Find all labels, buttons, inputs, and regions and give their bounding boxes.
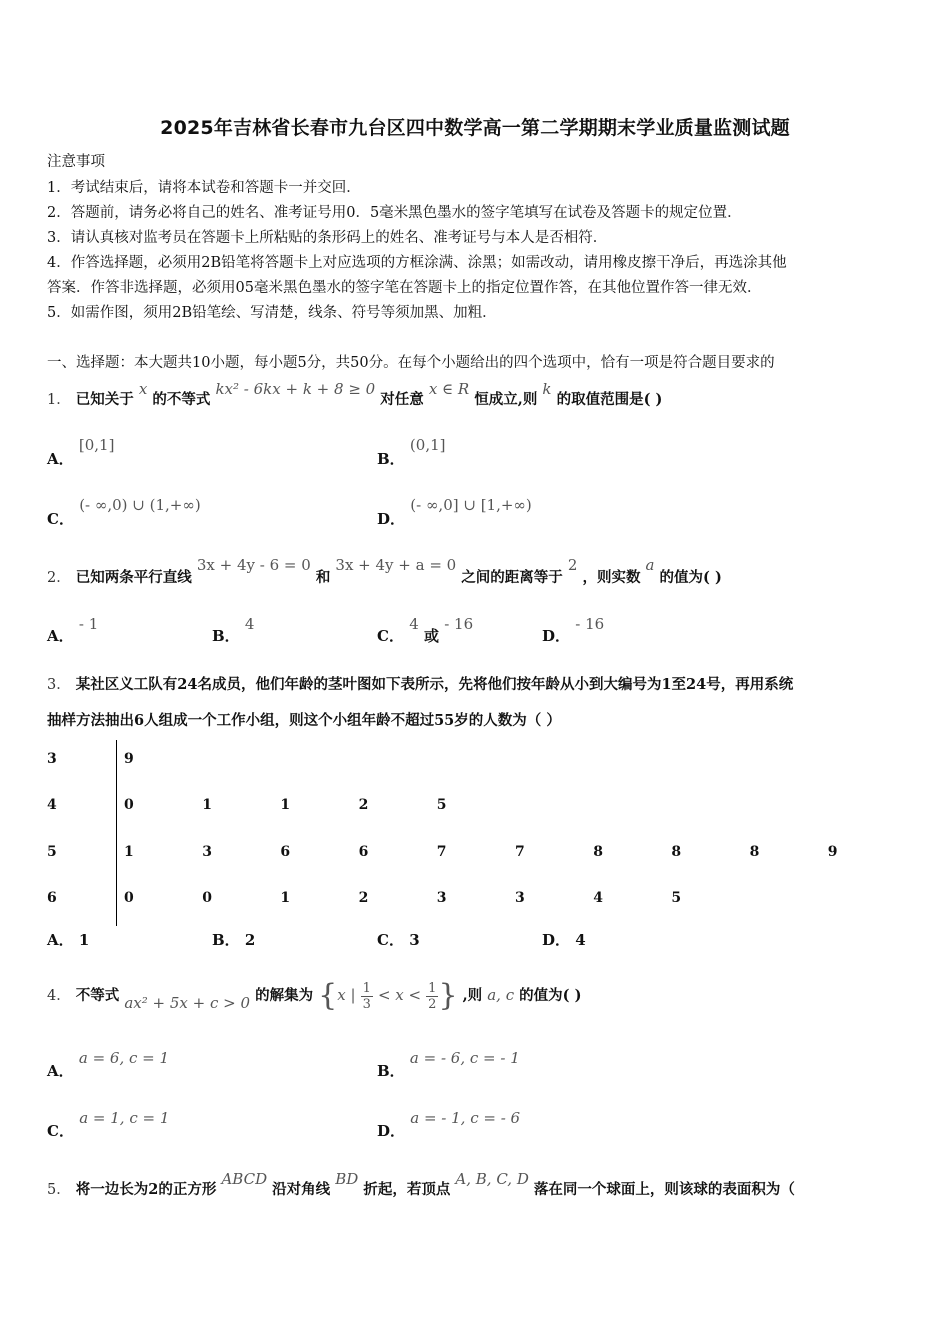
leaf-value: 8 [749, 844, 760, 860]
leaf-value: 6 [280, 844, 291, 860]
leaf-value: 1 [202, 797, 212, 813]
q1-option-d [377, 496, 532, 529]
q5-text-1: 将一边长为2的正方形 [75, 1181, 217, 1198]
option-label: B． [212, 627, 240, 645]
option-label: D． [377, 510, 406, 528]
q4-option-d [377, 1109, 521, 1141]
q1-text-1: 已知关于 [75, 391, 134, 408]
option-label: C． [377, 627, 404, 645]
q4-math-1: ax² + 5x + c > 0 [124, 994, 251, 1012]
option-value: a = 1, c = 1 [79, 1109, 170, 1127]
q3-option-a [47, 929, 89, 950]
q3-line-1: 某社区义工队有24名成员，他们年龄的茎叶图如下表所示，先将他们按年龄从小到大编号为1至24号，再用系统 [75, 676, 794, 693]
fraction-one-third [361, 981, 373, 1012]
option-value: - 16 [575, 615, 605, 633]
question-number: 3． [47, 677, 71, 693]
q1-math-2: kx² - 6kx + k + 8 ≥ 0 [215, 380, 376, 398]
stem-value: 3 [47, 751, 57, 767]
q2-text-4: ，则实数 [582, 569, 641, 586]
leaf-value: 4 [593, 890, 603, 906]
option-value-2: - 16 [444, 615, 474, 633]
note-item: 4．作答选择题，必须用2B铅笔将答题卡上对应选项的方框涂满、涂黑；如需改动，请用橡皮擦干净后，再选涂其他 [47, 255, 787, 271]
set-var: x | [337, 986, 356, 1004]
q1-math-3: x ∈ R [428, 380, 470, 398]
fraction-numerator: 1 [428, 980, 437, 996]
q1-option-c [47, 496, 201, 529]
option-label: A． [47, 1062, 74, 1080]
q4-text-2: 的解集为 [255, 987, 314, 1004]
page-title: 2025年吉林省长春市九台区四中数学高一第二学期期末学业质量监测试题 [160, 117, 790, 139]
q1-option-b [377, 436, 446, 469]
q2-option-b [212, 615, 255, 646]
leaf-value: 9 [124, 751, 134, 767]
option-label: A． [47, 450, 74, 468]
q4-option-a [47, 1049, 170, 1081]
option-value: 4 [244, 615, 255, 633]
option-label: D． [542, 627, 571, 645]
option-label: D． [542, 931, 571, 949]
fraction-denominator: 2 [428, 996, 437, 1012]
left-brace-icon: { [318, 978, 338, 1013]
q2-text-5: 的值为( ) [659, 569, 722, 586]
q4-text-3: ,则 [462, 987, 483, 1004]
note-item: 3．请认真核对监考员在答题卡上所粘贴的条形码上的姓名、准考证号与本人是否相符． [47, 230, 608, 246]
option-value: 4 [575, 931, 586, 949]
q1-math-1: x [138, 380, 148, 398]
fraction-numerator: 1 [362, 980, 371, 996]
option-conjunction: 或 [423, 627, 439, 645]
q3-option-c [377, 929, 420, 950]
q3-option-d [542, 929, 586, 950]
leaf-value: 5 [671, 890, 682, 906]
right-brace-icon: } [438, 978, 458, 1013]
leaf-value: 0 [124, 797, 134, 813]
question-number: 5． [47, 1182, 71, 1198]
q2-text-3: 之间的距离等于 [461, 569, 563, 586]
option-label: A． [47, 931, 74, 949]
leaf-value: 3 [515, 890, 525, 906]
option-value: 4 [409, 615, 419, 633]
option-value: a = - 1, c = - 6 [410, 1109, 521, 1127]
notes-heading: 注意事项 [47, 154, 105, 170]
question-3 [47, 673, 793, 694]
option-value: 2 [244, 931, 256, 949]
q2-option-a [47, 615, 99, 646]
leaf-value: 2 [358, 797, 369, 813]
option-value: a = - 6, c = - 1 [409, 1049, 520, 1067]
q2-math-2: 3x + 4y + a = 0 [335, 556, 457, 574]
question-1 [47, 380, 663, 409]
option-value: 1 [78, 931, 90, 949]
option-value: [0,1] [78, 436, 115, 454]
note-item: 5．如需作图，须用2B铅笔绘、写清楚，线条、符号等须加黑、加粗． [47, 305, 497, 321]
section-heading: 一、选择题：本大题共10小题，每小题5分，共50分。在每个小题给出的四个选项中，恰有一项是符合题目要求的 [47, 355, 775, 371]
option-value: (- ∞,0) ∪ (1,+∞) [79, 496, 201, 514]
q2-text-1: 已知两条平行直线 [75, 569, 192, 586]
leaf-value: 8 [671, 844, 682, 860]
option-label: A． [47, 627, 74, 645]
option-label: B． [377, 450, 405, 468]
stem-leaf-divider [116, 740, 117, 926]
q4-math-3: a, c [487, 986, 515, 1004]
stem-value: 6 [47, 890, 57, 906]
inequality: < x < [377, 986, 422, 1004]
option-label: B． [377, 1062, 405, 1080]
q2-math-3: 2 [567, 556, 578, 574]
option-label: D． [377, 1122, 406, 1140]
stem-value: 5 [47, 844, 57, 860]
option-label: C． [47, 1122, 74, 1140]
leaf-value: 1 [280, 890, 291, 906]
q2-text-2: 和 [315, 569, 331, 586]
leaf-value: 5 [436, 797, 447, 813]
q4-text-4: 的值为( ) [519, 987, 582, 1004]
q5-text-4: 落在同一个球面上，则该球的表面积为（ [533, 1181, 795, 1198]
note-item: 2．答题前，请务必将自己的姓名、准考证号用0．5毫米黑色墨水的签字笔填写在试卷及答题卡的规定位置． [47, 205, 742, 221]
leaf-value: 3 [202, 844, 212, 860]
question-5 [47, 1170, 795, 1199]
leaf-value: 2 [358, 890, 369, 906]
q1-text-2: 的不等式 [152, 391, 211, 408]
option-label: C． [377, 931, 404, 949]
leaf-value: 1 [280, 797, 291, 813]
leaf-value: 9 [827, 844, 838, 860]
option-value: a = 6, c = 1 [78, 1049, 170, 1067]
q1-text-5: 的取值范围是( ) [556, 391, 663, 408]
q5-text-3: 折起，若顶点 [363, 1181, 451, 1198]
leaf-value: 3 [436, 890, 447, 906]
option-label: B． [212, 931, 240, 949]
leaf-value: 0 [124, 890, 134, 906]
fraction-one-half [426, 981, 438, 1012]
q1-math-4: k [542, 380, 552, 398]
q2-option-d [542, 615, 605, 646]
q5-math-2: BD [335, 1170, 359, 1188]
q3-option-b [212, 929, 255, 950]
q2-math-1: 3x + 4y - 6 = 0 [196, 556, 311, 574]
q4-option-b [377, 1049, 520, 1081]
fraction-denominator: 3 [362, 996, 371, 1012]
q5-math-1: ABCD [221, 1170, 268, 1188]
q1-text-3: 对任意 [380, 391, 424, 408]
leaf-value: 0 [202, 890, 212, 906]
option-value: - 1 [78, 615, 99, 633]
option-label: C． [47, 510, 74, 528]
leaf-value: 7 [515, 844, 525, 860]
leaf-value: 8 [593, 844, 603, 860]
q1-option-a [47, 436, 115, 469]
note-item: 答案．作答非选择题，必须用05毫米黑色墨水的签字笔在答题卡上的指定位置作答，在其他位置作答一律无效． [47, 280, 762, 296]
leaf-value: 6 [358, 844, 369, 860]
question-number: 2． [47, 570, 71, 586]
leaf-value: 1 [124, 844, 134, 860]
option-value: (0,1] [409, 436, 446, 454]
q5-math-3: A, B, C, D [455, 1170, 529, 1188]
note-item: 1．考试结束后，请将本试卷和答题卡一并交回． [47, 180, 361, 196]
question-4 [47, 970, 581, 1021]
q1-text-4: 恒成立,则 [474, 391, 538, 408]
leaf-value: 7 [436, 844, 447, 860]
q3-line-2: 抽样方法抽出6人组成一个工作小组，则这个小组年龄不超过55岁的人数为（ ） [47, 712, 561, 729]
q4-text-1: 不等式 [75, 987, 120, 1004]
q5-text-2: 沿对角线 [272, 1181, 331, 1198]
question-2 [47, 556, 722, 587]
q4-option-c [47, 1109, 170, 1141]
option-value: 3 [409, 931, 420, 949]
q2-option-c [377, 615, 474, 646]
question-number: 1． [47, 392, 71, 408]
option-value: (- ∞,0] ∪ [1,+∞) [410, 496, 532, 514]
q2-math-4: a [645, 556, 655, 574]
stem-value: 4 [47, 797, 57, 813]
question-number: 4． [47, 988, 71, 1004]
